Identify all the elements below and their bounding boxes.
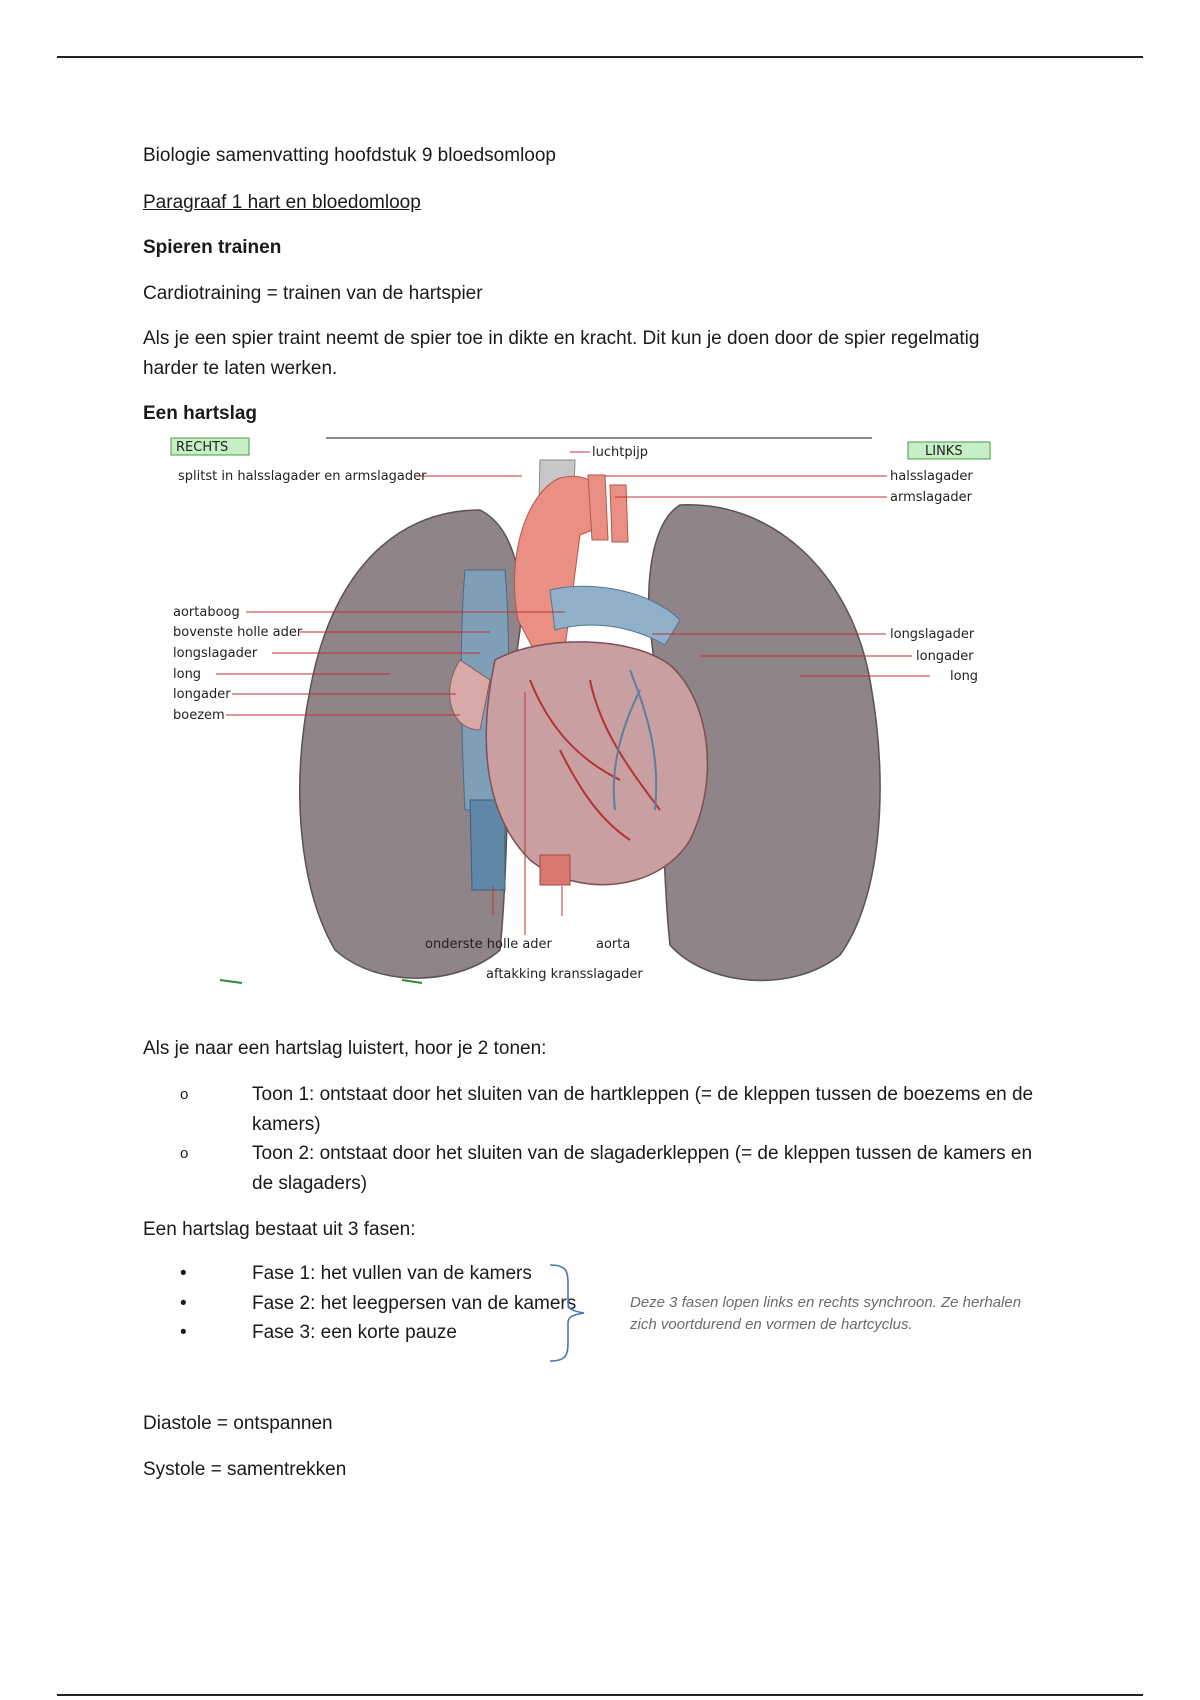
label-longslagader-right: longslagader <box>173 646 258 661</box>
tone-1-line-2: kamers) <box>252 1114 321 1135</box>
label-halsslagader: halsslagader <box>890 469 973 484</box>
top-rule <box>57 56 1143 58</box>
subclavian-artery <box>610 485 628 542</box>
bullet-icon: • <box>180 1263 187 1284</box>
label-aorta: aorta <box>596 937 631 952</box>
phase-2: Fase 2: het leegpersen van de kamers <box>252 1293 577 1314</box>
phases-note-line-2: zich voortdurend en vormen de hartcyclus. <box>630 1316 913 1333</box>
green-mark-1 <box>220 980 242 983</box>
label-bovenste-holle-ader: bovenste holle ader <box>173 625 303 640</box>
curly-brace-icon <box>548 1263 588 1363</box>
heart-diagram <box>160 430 1000 990</box>
phase-1: Fase 1: het vullen van de kamers <box>252 1263 532 1284</box>
label-aftakking: aftakking kransslagader <box>486 967 643 982</box>
subheading-een-hartslag: Een hartslag <box>143 403 258 424</box>
phases-intro: Een hartslag bestaat uit 3 fasen: <box>143 1219 416 1240</box>
label-longslagader-left: longslagader <box>890 627 975 642</box>
phase-3: Fase 3: een korte pauze <box>252 1322 457 1343</box>
bullet-icon: • <box>180 1322 187 1343</box>
training-paragraph-line-2: harder te laten werken. <box>143 358 338 379</box>
descending-aorta <box>540 855 570 885</box>
label-onderste-holle-ader: onderste holle ader <box>425 937 552 952</box>
circle-bullet-icon: o <box>180 1086 189 1103</box>
heart <box>486 642 707 885</box>
label-luchtpijp: luchtpijp <box>592 445 649 460</box>
label-long-left: long <box>950 669 979 684</box>
label-splitst: splitst in halsslagader en armslagader <box>178 469 427 484</box>
label-longader-right: longader <box>173 687 231 702</box>
heart-diagram-svg <box>160 430 1000 990</box>
label-longader-left: longader <box>916 649 974 664</box>
tone-2-line-1: Toon 2: ontstaat door het sluiten van de slagaderkleppen (= de kleppen tussen de kamers en <box>252 1143 1033 1164</box>
left-side-label: LINKS <box>925 444 963 459</box>
label-boezem: boezem <box>173 708 225 723</box>
right-side-label: RECHTS <box>176 440 229 455</box>
label-aortaboog: aortaboog <box>173 605 240 620</box>
cardiotraining-definition: Cardiotraining = trainen van de hartspier <box>143 283 483 304</box>
label-long-right: long <box>173 667 202 682</box>
circle-bullet-icon: o <box>180 1145 189 1162</box>
tone-1-line-1: Toon 1: ontstaat door het sluiten van de hartkleppen (= de kleppen tussen de boezems en de <box>252 1084 1034 1105</box>
diastole-definition: Diastole = ontspannen <box>143 1413 333 1434</box>
subheading-spieren-trainen: Spieren trainen <box>143 237 282 258</box>
carotid-artery <box>588 475 608 540</box>
label-armslagader: armslagader <box>890 490 972 505</box>
document-title: Biologie samenvatting hoofdstuk 9 bloedsomloop <box>143 145 556 166</box>
bullet-icon: • <box>180 1293 187 1314</box>
systole-definition: Systole = samentrekken <box>143 1459 347 1480</box>
training-paragraph-line-1: Als je een spier traint neemt de spier toe in dikte en kracht. Dit kun je doen door de spier regelmatig <box>143 328 980 349</box>
tones-intro: Als je naar een hartslag luistert, hoor je 2 tonen: <box>143 1038 547 1059</box>
section-heading: Paragraaf 1 hart en bloedomloop <box>143 192 421 213</box>
tone-2-line-2: de slagaders) <box>252 1173 368 1194</box>
phases-note-line-1: Deze 3 fasen lopen links en rechts synchroon. Ze herhalen <box>630 1294 1022 1311</box>
green-mark-2 <box>402 980 422 983</box>
bottom-rule <box>57 1694 1143 1696</box>
